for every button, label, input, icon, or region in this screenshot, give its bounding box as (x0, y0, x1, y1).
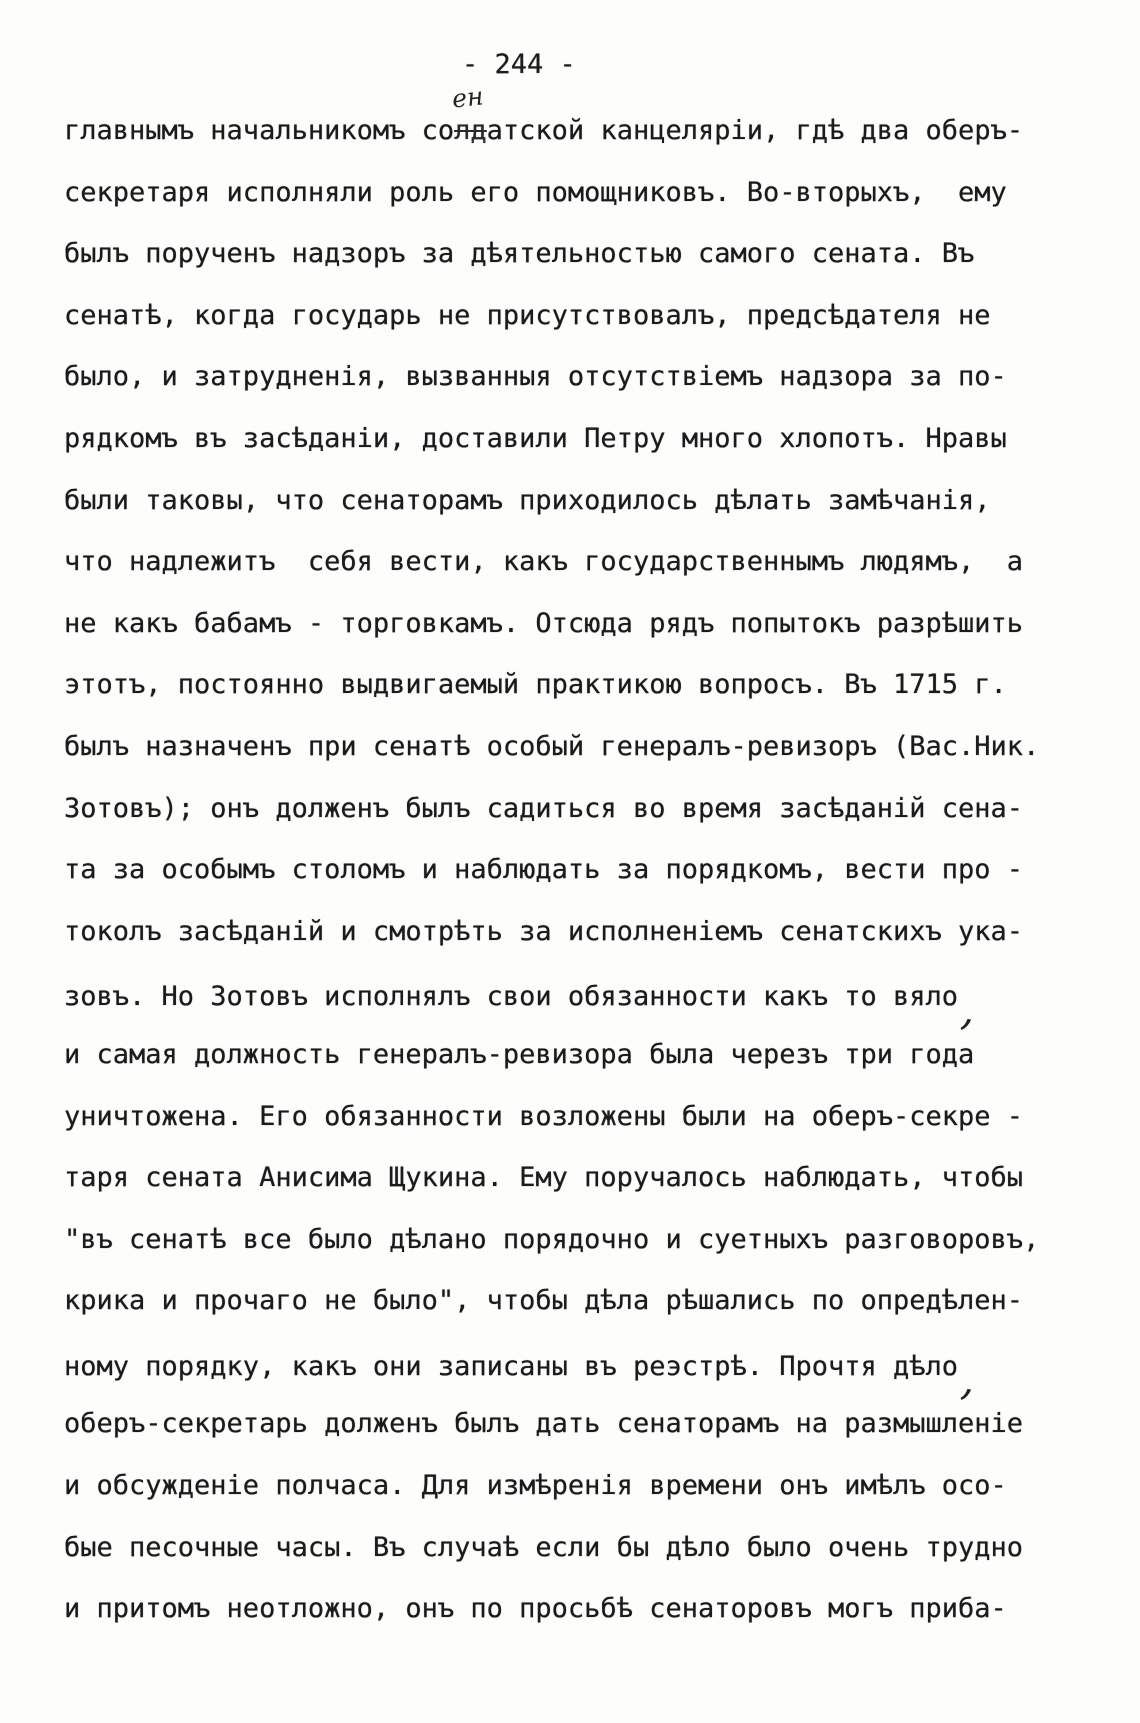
handwritten-comma: , (958, 1348, 983, 1407)
text-line (64, 962, 1114, 1038)
line-text: ному порядку, какъ они записаны въ реэстрѣ. Прочтя дѣло (64, 1350, 959, 1382)
text-line: было, и затрудненія, вызванныя отсутствіемъ надзора за по- (64, 361, 1007, 393)
text-line: секретаря исполняли роль его помощниковъ. Во-вторыхъ, ему (64, 176, 1007, 208)
text-line (64, 1332, 1114, 1407)
text-line: рядкомъ въ засѣданіи, доставили Петру много хлопотъ. Нравы (64, 422, 1007, 454)
text-line: были таковы, что сенаторамъ приходилось дѣлать замѣчанія, (64, 484, 991, 516)
text-line: оберъ-секретарь долженъ былъ дать сенаторамъ на размышленіе (64, 1408, 1024, 1440)
text-line: и притомъ неотложно, онъ по просьбѣ сенаторовъ могъ приба- (64, 1593, 1007, 1625)
text-line (64, 81, 1114, 162)
text-line: сенатѣ, когда государь не присутствовалъ, предсѣдателя не (64, 299, 991, 331)
line-text: атской канцеляріи, гдѣ два оберъ- (486, 115, 1024, 146)
line-text: зовъ. Но Зотовъ исполнялъ свои обязанности какъ то вяло (64, 981, 959, 1013)
struck-text (450, 81, 487, 146)
text-line: токолъ засѣданій и смотрѣть за исполненіемъ сенатскихъ ука- (64, 915, 1024, 947)
text-line: этотъ, постоянно выдвигаемый практикою вопросъ. Въ 1715 г. (64, 669, 1007, 701)
text-line: та за особымъ столомъ и наблюдать за порядкомъ, вести про - (64, 854, 1024, 886)
text-line: Зотовъ); онъ долженъ былъ садиться во время засѣданій сена- (64, 792, 1024, 824)
text-line: бые песочные часы. Въ случаѣ если бы дѣло было очень трудно (64, 1531, 1024, 1563)
text-line: и самая должность генералъ-ревизора была черезъ три года (64, 1038, 975, 1070)
typewritten-text (64, 81, 1114, 1640)
text-line: былъ порученъ надзоръ за дѣятельностью самого сената. Въ (64, 238, 975, 270)
text-line: крика и прочаго не было", чтобы дѣла рѣшались по опредѣлен- (64, 1285, 1024, 1317)
line-text: главнымъ начальникомъ со (64, 115, 455, 146)
text-line: таря сената Анисима Щукина. Ему поручалось наблюдать, чтобы (64, 1162, 1024, 1194)
text-line: "въ сенатѣ все было дѣлано порядочно и суетныхъ разговоровъ, (64, 1223, 1040, 1255)
handwritten-correction: ен (450, 81, 485, 114)
text-line: не какъ бабамъ - торговкамъ. Отсюда рядъ попытокъ разрѣшить (64, 607, 1024, 639)
page-number: - 244 - (462, 49, 576, 80)
struck-letters: лд (454, 115, 487, 146)
text-line: и обсужденіе полчаса. Для измѣренія времени онъ имѣлъ осо- (64, 1470, 1007, 1502)
text-line: уничтожена. Его обязанности возложены были на оберъ-секре - (64, 1100, 1024, 1132)
handwritten-comma: , (958, 978, 983, 1038)
text-line: былъ назначенъ при сенатѣ особый генералъ-ревизоръ (Вас.Ник. (64, 730, 1040, 762)
text-line: что надлежитъ себя вести, какъ государственнымъ людямъ, а (64, 546, 1024, 578)
